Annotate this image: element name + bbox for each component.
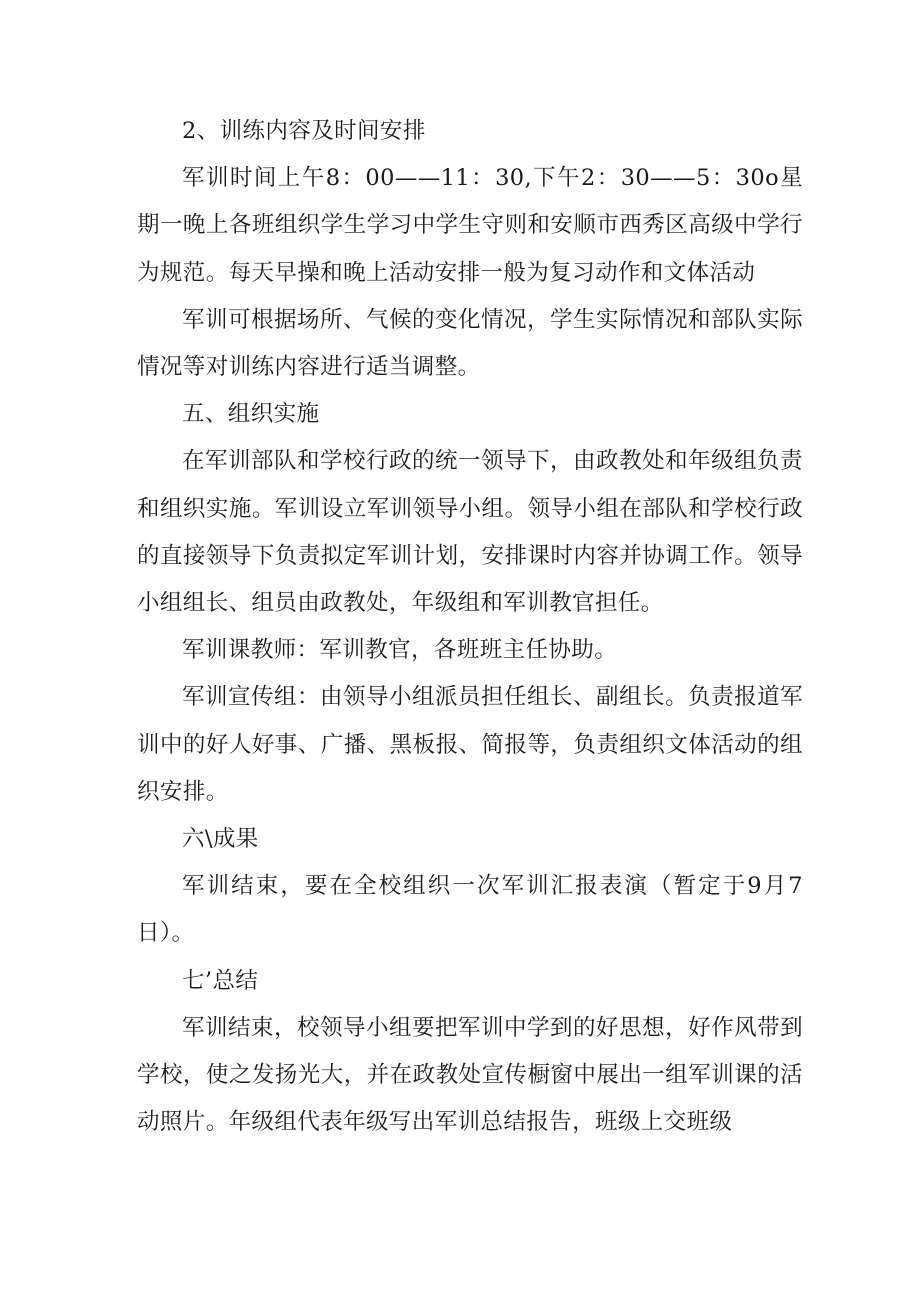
paragraph-adjustment: 军训可根据场所、气候的变化情况，学生实际情况和部队实际情况等对训练内容进行适当调整。: [137, 306, 803, 381]
section-heading-training-schedule: 2、训练内容及时间安排: [182, 118, 426, 144]
paragraph-training-time: 军训时间上午8：00——11：30,下午2：30——5：30o星期一晚上各班组织学生学习中学生守则和安顺市西秀区高级中学行为规范。每天早操和晚上活动安排一般为复习动作和文体活动: [137, 165, 803, 286]
paragraph-teachers: 军训课教师：军训教官，各班班主任协助。: [182, 637, 618, 664]
paragraph-summary: 军训结束，校领导小组要把军训中学到的好思想，好作风带到学校，使之发扬光大，并在政教处宣传橱窗中展出一组军训课的活动照片。年级组代表年级写出军训总结报告，班级上交班级: [137, 1014, 803, 1136]
paragraph-leadership: 在军训部队和学校行政的统一领导下，由政教处和年级组负责和组织实施。军训设立军训领导小组。领导小组在部队和学校行政的直接领导下负责拟定军训计划，安排课时内容并协调工作。领导小组组长、组员由政教处，年级组和军训教官担任。: [137, 448, 803, 617]
section-heading-organization: 五、组织实施: [182, 401, 320, 428]
section-heading-results: 六\成果: [182, 826, 259, 853]
document-body: [137, 108, 803, 1146]
paragraph-publicity-group: 军训宣传组：由领导小组派员担任组长、副组长。负责报道军训中的好人好事、广播、黑板报、简报等，负责组织文体活动的组织安排。: [137, 684, 803, 805]
section-heading-summary: 七’总结: [182, 967, 259, 994]
paragraph-results: 军训结束，要在全校组织一次军训汇报表演（暂定于9月7日）。: [137, 873, 803, 947]
